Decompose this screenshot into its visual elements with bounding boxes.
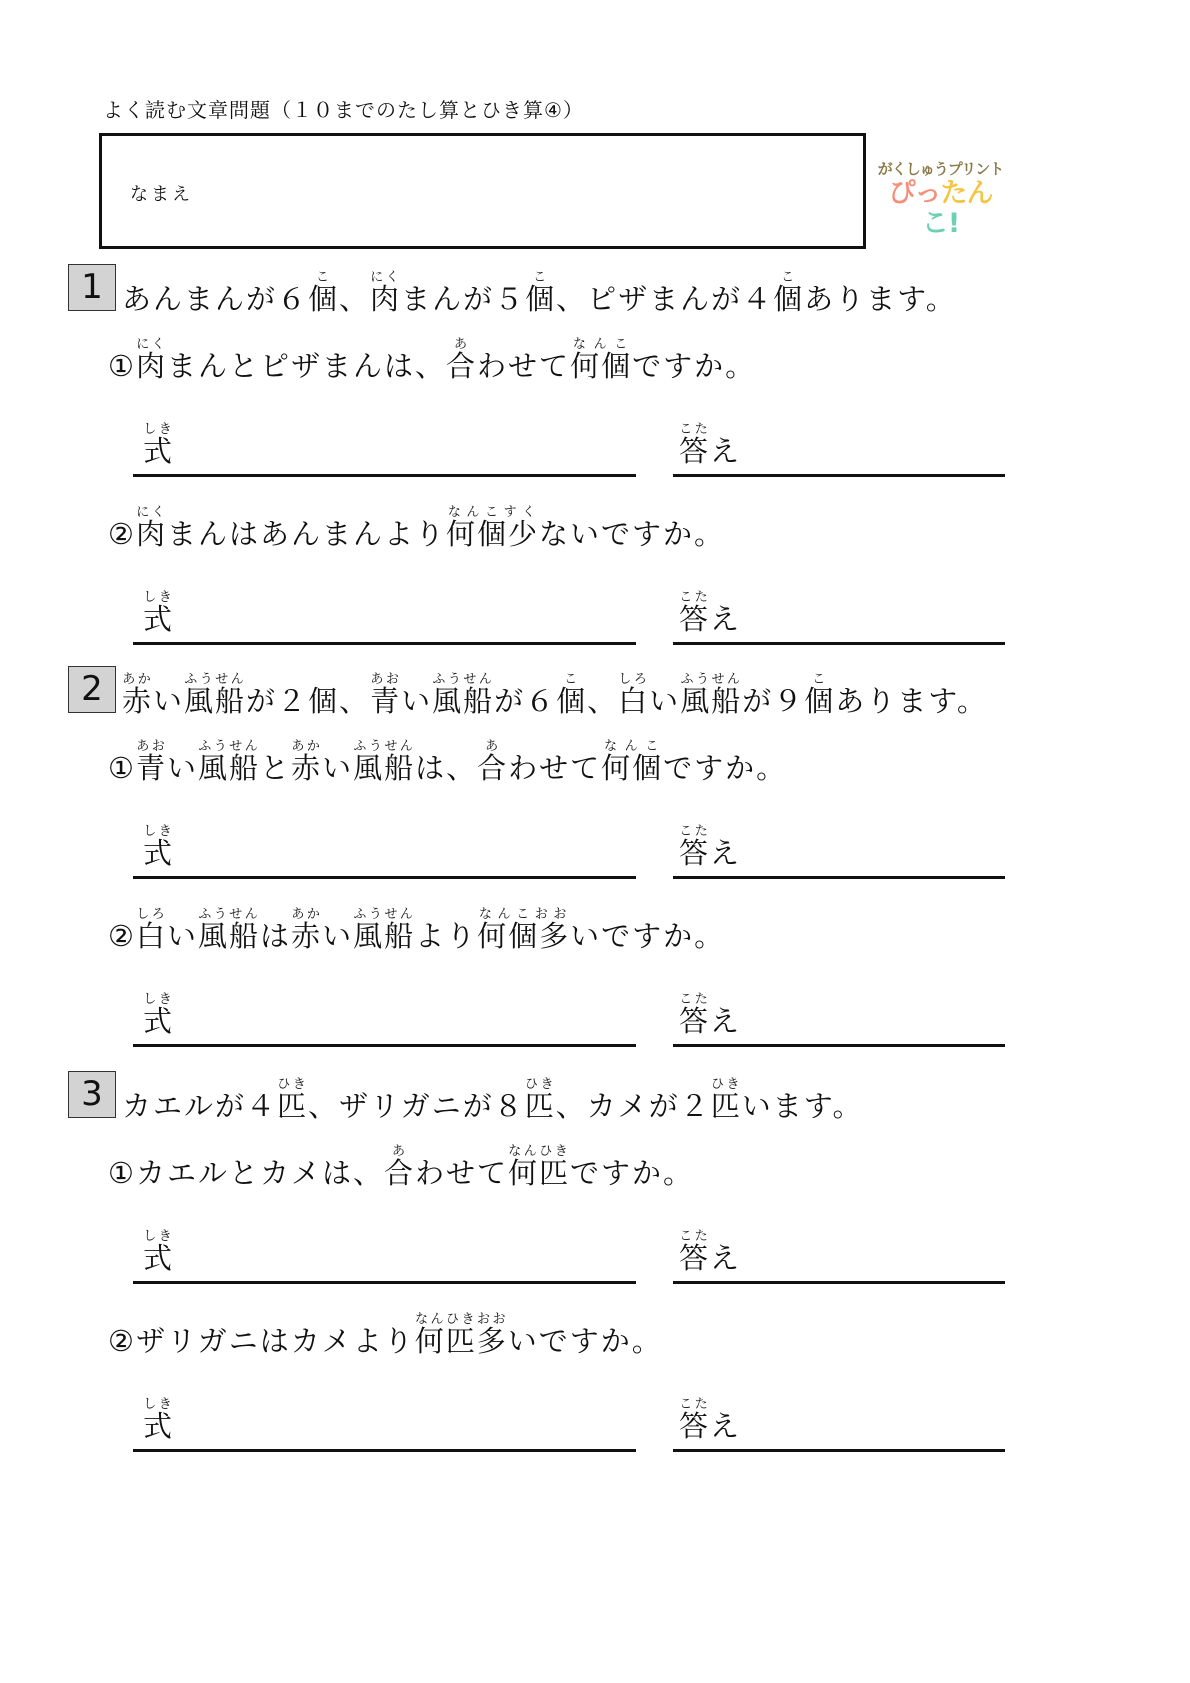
text-segment: い bbox=[322, 919, 354, 953]
question-text bbox=[108, 337, 756, 383]
furigana: なんこ bbox=[570, 337, 633, 352]
furigana: ひき bbox=[524, 1077, 556, 1092]
text-segment: い bbox=[167, 919, 199, 953]
ruby-word: 何匹多なんひきおお bbox=[414, 1312, 508, 1358]
worksheet-title: よく読む文章問題（１０までのたし算とひき算④） bbox=[103, 98, 584, 122]
furigana: あか bbox=[291, 739, 323, 754]
logo-top-text: がくしゅうプリント bbox=[877, 160, 1004, 178]
text-segment: え bbox=[710, 1241, 742, 1275]
text-segment: ①カエルとカメは、 bbox=[108, 1156, 384, 1190]
text-segment: ② bbox=[108, 919, 136, 953]
furigana: ふうせん bbox=[198, 907, 261, 922]
furigana: しろ bbox=[618, 672, 650, 687]
formula-label bbox=[143, 1229, 174, 1277]
furigana: ふうせん bbox=[353, 739, 416, 754]
ruby-word: 式しき bbox=[143, 1397, 175, 1443]
formula-answer-line[interactable] bbox=[133, 992, 636, 1047]
furigana: ひき bbox=[710, 1077, 742, 1092]
ruby-word: 匹ひき bbox=[524, 1077, 556, 1123]
text-segment: わせて bbox=[477, 349, 571, 383]
formula-answer-line[interactable] bbox=[133, 1397, 636, 1452]
ruby-word: 風船ふうせん bbox=[353, 739, 416, 785]
ruby-word: 答こた bbox=[679, 422, 711, 468]
ruby-word: 肉にく bbox=[136, 337, 168, 383]
text-segment: ですか。 bbox=[663, 751, 788, 785]
furigana: あお bbox=[370, 672, 402, 687]
text-segment: が６ bbox=[494, 684, 557, 718]
ruby-word: 式しき bbox=[143, 1229, 175, 1275]
text-segment: が２個、 bbox=[246, 684, 371, 718]
text-segment: い bbox=[153, 684, 185, 718]
furigana: にく bbox=[370, 270, 402, 285]
text-segment: 、 bbox=[587, 684, 619, 718]
ruby-word: 式しき bbox=[143, 992, 175, 1038]
ruby-word: 答こた bbox=[679, 1397, 711, 1443]
ruby-word: 何匹なんひき bbox=[508, 1144, 571, 1190]
text-segment: い bbox=[401, 684, 433, 718]
ruby-word: 個こ bbox=[556, 672, 588, 718]
text-segment: ② bbox=[108, 517, 136, 551]
ruby-word: 個こ bbox=[308, 270, 340, 316]
text-segment: は bbox=[260, 919, 292, 953]
answer-label bbox=[679, 824, 741, 872]
furigana: あか bbox=[291, 907, 323, 922]
answer-label bbox=[679, 590, 741, 638]
text-segment: 、 bbox=[339, 282, 371, 316]
text-segment: います。 bbox=[741, 1089, 864, 1123]
ruby-word: 式しき bbox=[143, 422, 175, 468]
furigana: こた bbox=[679, 824, 711, 839]
text-segment: い bbox=[322, 751, 354, 785]
ruby-word: 答こた bbox=[679, 824, 711, 870]
furigana: こ bbox=[525, 270, 557, 285]
problem-number-box: 2 bbox=[68, 666, 116, 713]
answer-line[interactable] bbox=[673, 824, 1005, 879]
text-segment: ① bbox=[108, 751, 136, 785]
ruby-word: 個こ bbox=[773, 270, 805, 316]
ruby-word: 合あ bbox=[446, 337, 478, 383]
text-segment: まんが５ bbox=[401, 282, 526, 316]
furigana: なんこおお bbox=[477, 907, 571, 922]
text-segment: いですか。 bbox=[507, 1324, 663, 1358]
problem-number-box: 1 bbox=[68, 264, 116, 311]
furigana: ふうせん bbox=[184, 672, 247, 687]
furigana: ふうせん bbox=[680, 672, 743, 687]
text-segment: い bbox=[649, 684, 681, 718]
ruby-word: 合あ bbox=[384, 1144, 416, 1190]
text-segment: え bbox=[710, 1409, 742, 1443]
text-segment: は、 bbox=[415, 751, 478, 785]
ruby-word: 答こた bbox=[679, 992, 711, 1038]
question-text bbox=[108, 739, 787, 785]
furigana: しき bbox=[143, 1397, 175, 1412]
answer-label bbox=[679, 1397, 741, 1445]
text-segment: ②ザリガニはカメより bbox=[108, 1324, 415, 1358]
furigana: しき bbox=[143, 1229, 175, 1244]
ruby-word: 赤あか bbox=[291, 739, 323, 785]
furigana: こた bbox=[679, 1397, 711, 1412]
furigana: こ bbox=[804, 672, 836, 687]
text-segment: 、カメが２ bbox=[555, 1089, 711, 1123]
ruby-word: 風船ふうせん bbox=[680, 672, 743, 718]
text-segment: より bbox=[415, 919, 478, 953]
formula-label bbox=[143, 824, 174, 872]
logo-bottom-text: ぴったんこ! bbox=[888, 178, 993, 239]
text-segment: あります。 bbox=[835, 684, 988, 718]
formula-answer-line[interactable] bbox=[133, 590, 636, 645]
furigana: こた bbox=[679, 1229, 711, 1244]
ruby-word: 何個なんこ bbox=[570, 337, 633, 383]
text-segment: ですか。 bbox=[570, 1156, 695, 1190]
answer-line[interactable] bbox=[673, 1229, 1005, 1284]
text-segment: わせて bbox=[415, 1156, 509, 1190]
formula-label bbox=[143, 992, 174, 1040]
text-segment: あります。 bbox=[804, 282, 957, 316]
ruby-word: 式しき bbox=[143, 824, 175, 870]
text-segment: が９ bbox=[742, 684, 805, 718]
ruby-word: 個こ bbox=[804, 672, 836, 718]
ruby-word: 風船ふうせん bbox=[353, 907, 416, 953]
text-segment: まんとピザまんは、 bbox=[167, 349, 447, 383]
ruby-word: 風船ふうせん bbox=[198, 907, 261, 953]
problem-text bbox=[122, 672, 988, 718]
furigana: しろ bbox=[136, 907, 168, 922]
formula-label bbox=[143, 590, 174, 638]
problem-number-box: 3 bbox=[68, 1071, 116, 1118]
furigana: あ bbox=[477, 739, 509, 754]
furigana: なんこすく bbox=[446, 505, 540, 520]
text-segment: い bbox=[167, 751, 199, 785]
text-segment: え bbox=[710, 602, 742, 636]
formula-label bbox=[143, 422, 174, 470]
furigana: ふうせん bbox=[353, 907, 416, 922]
text-segment: あんまんが６ bbox=[122, 282, 309, 316]
furigana: こた bbox=[679, 422, 711, 437]
text-segment: 、ピザまんが４ bbox=[556, 282, 774, 316]
name-field[interactable] bbox=[99, 133, 866, 249]
furigana: こ bbox=[773, 270, 805, 285]
text-segment: まんはあんまんより bbox=[167, 517, 447, 551]
furigana: なんこ bbox=[601, 739, 664, 754]
text-segment: いですか。 bbox=[570, 919, 726, 953]
ruby-word: 何個少なんこすく bbox=[446, 505, 540, 551]
furigana: あか bbox=[122, 672, 154, 687]
answer-label bbox=[679, 992, 741, 1040]
answer-line[interactable] bbox=[673, 992, 1005, 1047]
question-text bbox=[108, 1312, 663, 1358]
text-segment: と bbox=[260, 751, 292, 785]
ruby-word: 何個なんこ bbox=[601, 739, 664, 785]
name-label: なまえ bbox=[130, 184, 193, 205]
ruby-word: 式しき bbox=[143, 590, 175, 636]
ruby-word: 肉にく bbox=[370, 270, 402, 316]
ruby-word: 青あお bbox=[136, 739, 168, 785]
text-segment: 、ザリガニが８ bbox=[308, 1089, 525, 1123]
ruby-word: 個こ bbox=[525, 270, 557, 316]
answer-label bbox=[679, 422, 741, 470]
answer-line[interactable] bbox=[673, 590, 1005, 645]
furigana: なんひき bbox=[508, 1144, 571, 1159]
question-text bbox=[108, 1144, 694, 1190]
text-segment: ① bbox=[108, 349, 136, 383]
furigana: こ bbox=[556, 672, 588, 687]
text-segment: わせて bbox=[508, 751, 602, 785]
answer-label bbox=[679, 1229, 741, 1277]
ruby-word: 風船ふうせん bbox=[198, 739, 261, 785]
furigana: にく bbox=[136, 505, 168, 520]
text-segment: え bbox=[710, 836, 742, 870]
ruby-word: 赤あか bbox=[291, 907, 323, 953]
text-segment: カエルが４ bbox=[122, 1089, 278, 1123]
logo bbox=[873, 158, 1008, 239]
problem-text bbox=[122, 1077, 863, 1123]
formula-answer-line[interactable] bbox=[133, 824, 636, 879]
furigana: しき bbox=[143, 422, 175, 437]
answer-line[interactable] bbox=[673, 422, 1005, 477]
text-segment: え bbox=[710, 1004, 742, 1038]
ruby-word: 青あお bbox=[370, 672, 402, 718]
furigana: こた bbox=[679, 590, 711, 605]
text-segment: え bbox=[710, 434, 742, 468]
ruby-word: 風船ふうせん bbox=[432, 672, 495, 718]
question-text bbox=[108, 907, 725, 953]
ruby-word: 匹ひき bbox=[277, 1077, 309, 1123]
ruby-word: 答こた bbox=[679, 1229, 711, 1275]
ruby-word: 何個多なんこおお bbox=[477, 907, 571, 953]
furigana: あ bbox=[384, 1144, 416, 1159]
ruby-word: 赤あか bbox=[122, 672, 154, 718]
answer-line[interactable] bbox=[673, 1397, 1005, 1452]
ruby-word: 合あ bbox=[477, 739, 509, 785]
ruby-word: 白しろ bbox=[618, 672, 650, 718]
furigana: こ bbox=[308, 270, 340, 285]
question-text bbox=[108, 505, 725, 551]
formula-answer-line[interactable] bbox=[133, 1229, 636, 1284]
problem-text bbox=[122, 270, 957, 316]
furigana: しき bbox=[143, 590, 175, 605]
furigana: しき bbox=[143, 992, 175, 1007]
text-segment: ないですか。 bbox=[539, 517, 726, 551]
furigana: あお bbox=[136, 739, 168, 754]
formula-label bbox=[143, 1397, 174, 1445]
furigana: なんひきおお bbox=[414, 1312, 508, 1327]
furigana: ふうせん bbox=[198, 739, 261, 754]
ruby-word: 白しろ bbox=[136, 907, 168, 953]
ruby-word: 肉にく bbox=[136, 505, 168, 551]
furigana: にく bbox=[136, 337, 168, 352]
ruby-word: 答こた bbox=[679, 590, 711, 636]
furigana: ふうせん bbox=[432, 672, 495, 687]
text-segment: ですか。 bbox=[632, 349, 757, 383]
furigana: しき bbox=[143, 824, 175, 839]
furigana: こた bbox=[679, 992, 711, 1007]
furigana: あ bbox=[446, 337, 478, 352]
ruby-word: 匹ひき bbox=[710, 1077, 742, 1123]
furigana: ひき bbox=[277, 1077, 309, 1092]
formula-answer-line[interactable] bbox=[133, 422, 636, 477]
ruby-word: 風船ふうせん bbox=[184, 672, 247, 718]
